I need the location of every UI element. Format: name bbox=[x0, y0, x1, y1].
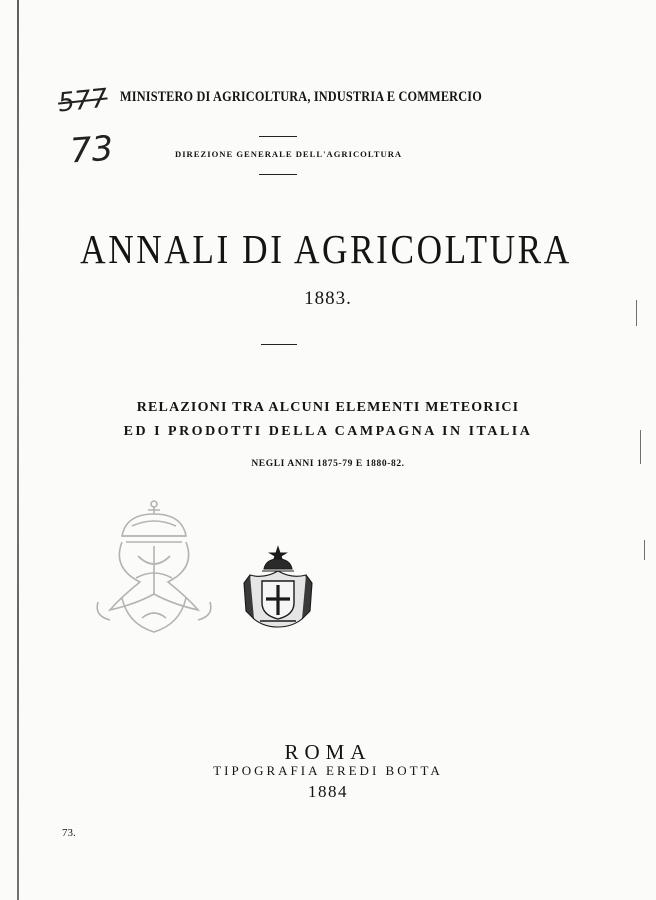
royal-coat-of-arms-icon bbox=[240, 545, 316, 631]
handwritten-shelf-number: 73 bbox=[68, 128, 115, 172]
imprint-year: 1884 bbox=[308, 782, 348, 801]
imprint-city: ROMA bbox=[284, 740, 372, 764]
subtitle-line-3: NEGLI ANNI 1875-79 E 1880-82. bbox=[251, 459, 405, 469]
shelf-mark: 73. bbox=[62, 827, 76, 839]
ministry-heading: MINISTERO DI AGRICOLTURA, INDUSTRIA E COMMERCIO bbox=[120, 89, 482, 105]
handwritten-struck-number: 577 bbox=[56, 83, 110, 119]
divider bbox=[259, 174, 297, 175]
divider bbox=[259, 136, 297, 137]
imprint-printer: TIPOGRAFIA EREDI BOTTA bbox=[213, 763, 443, 778]
paper-mark bbox=[644, 540, 645, 560]
subtitle-line-2: ED I PRODOTTI DELLA CAMPAGNA IN ITALIA bbox=[123, 424, 533, 439]
title-year: 1883. bbox=[304, 288, 352, 309]
crowned-monogram-stamp-icon bbox=[92, 498, 216, 638]
subtitle-line-1: RELAZIONI TRA ALCUNI ELEMENTI METEORICI bbox=[136, 400, 520, 415]
direction-heading: DIREZIONE GENERALE DELL'AGRICOLTURA bbox=[175, 149, 403, 159]
divider bbox=[261, 344, 297, 345]
page-title: ANNALI DI AGRICOLTURA bbox=[80, 226, 572, 272]
